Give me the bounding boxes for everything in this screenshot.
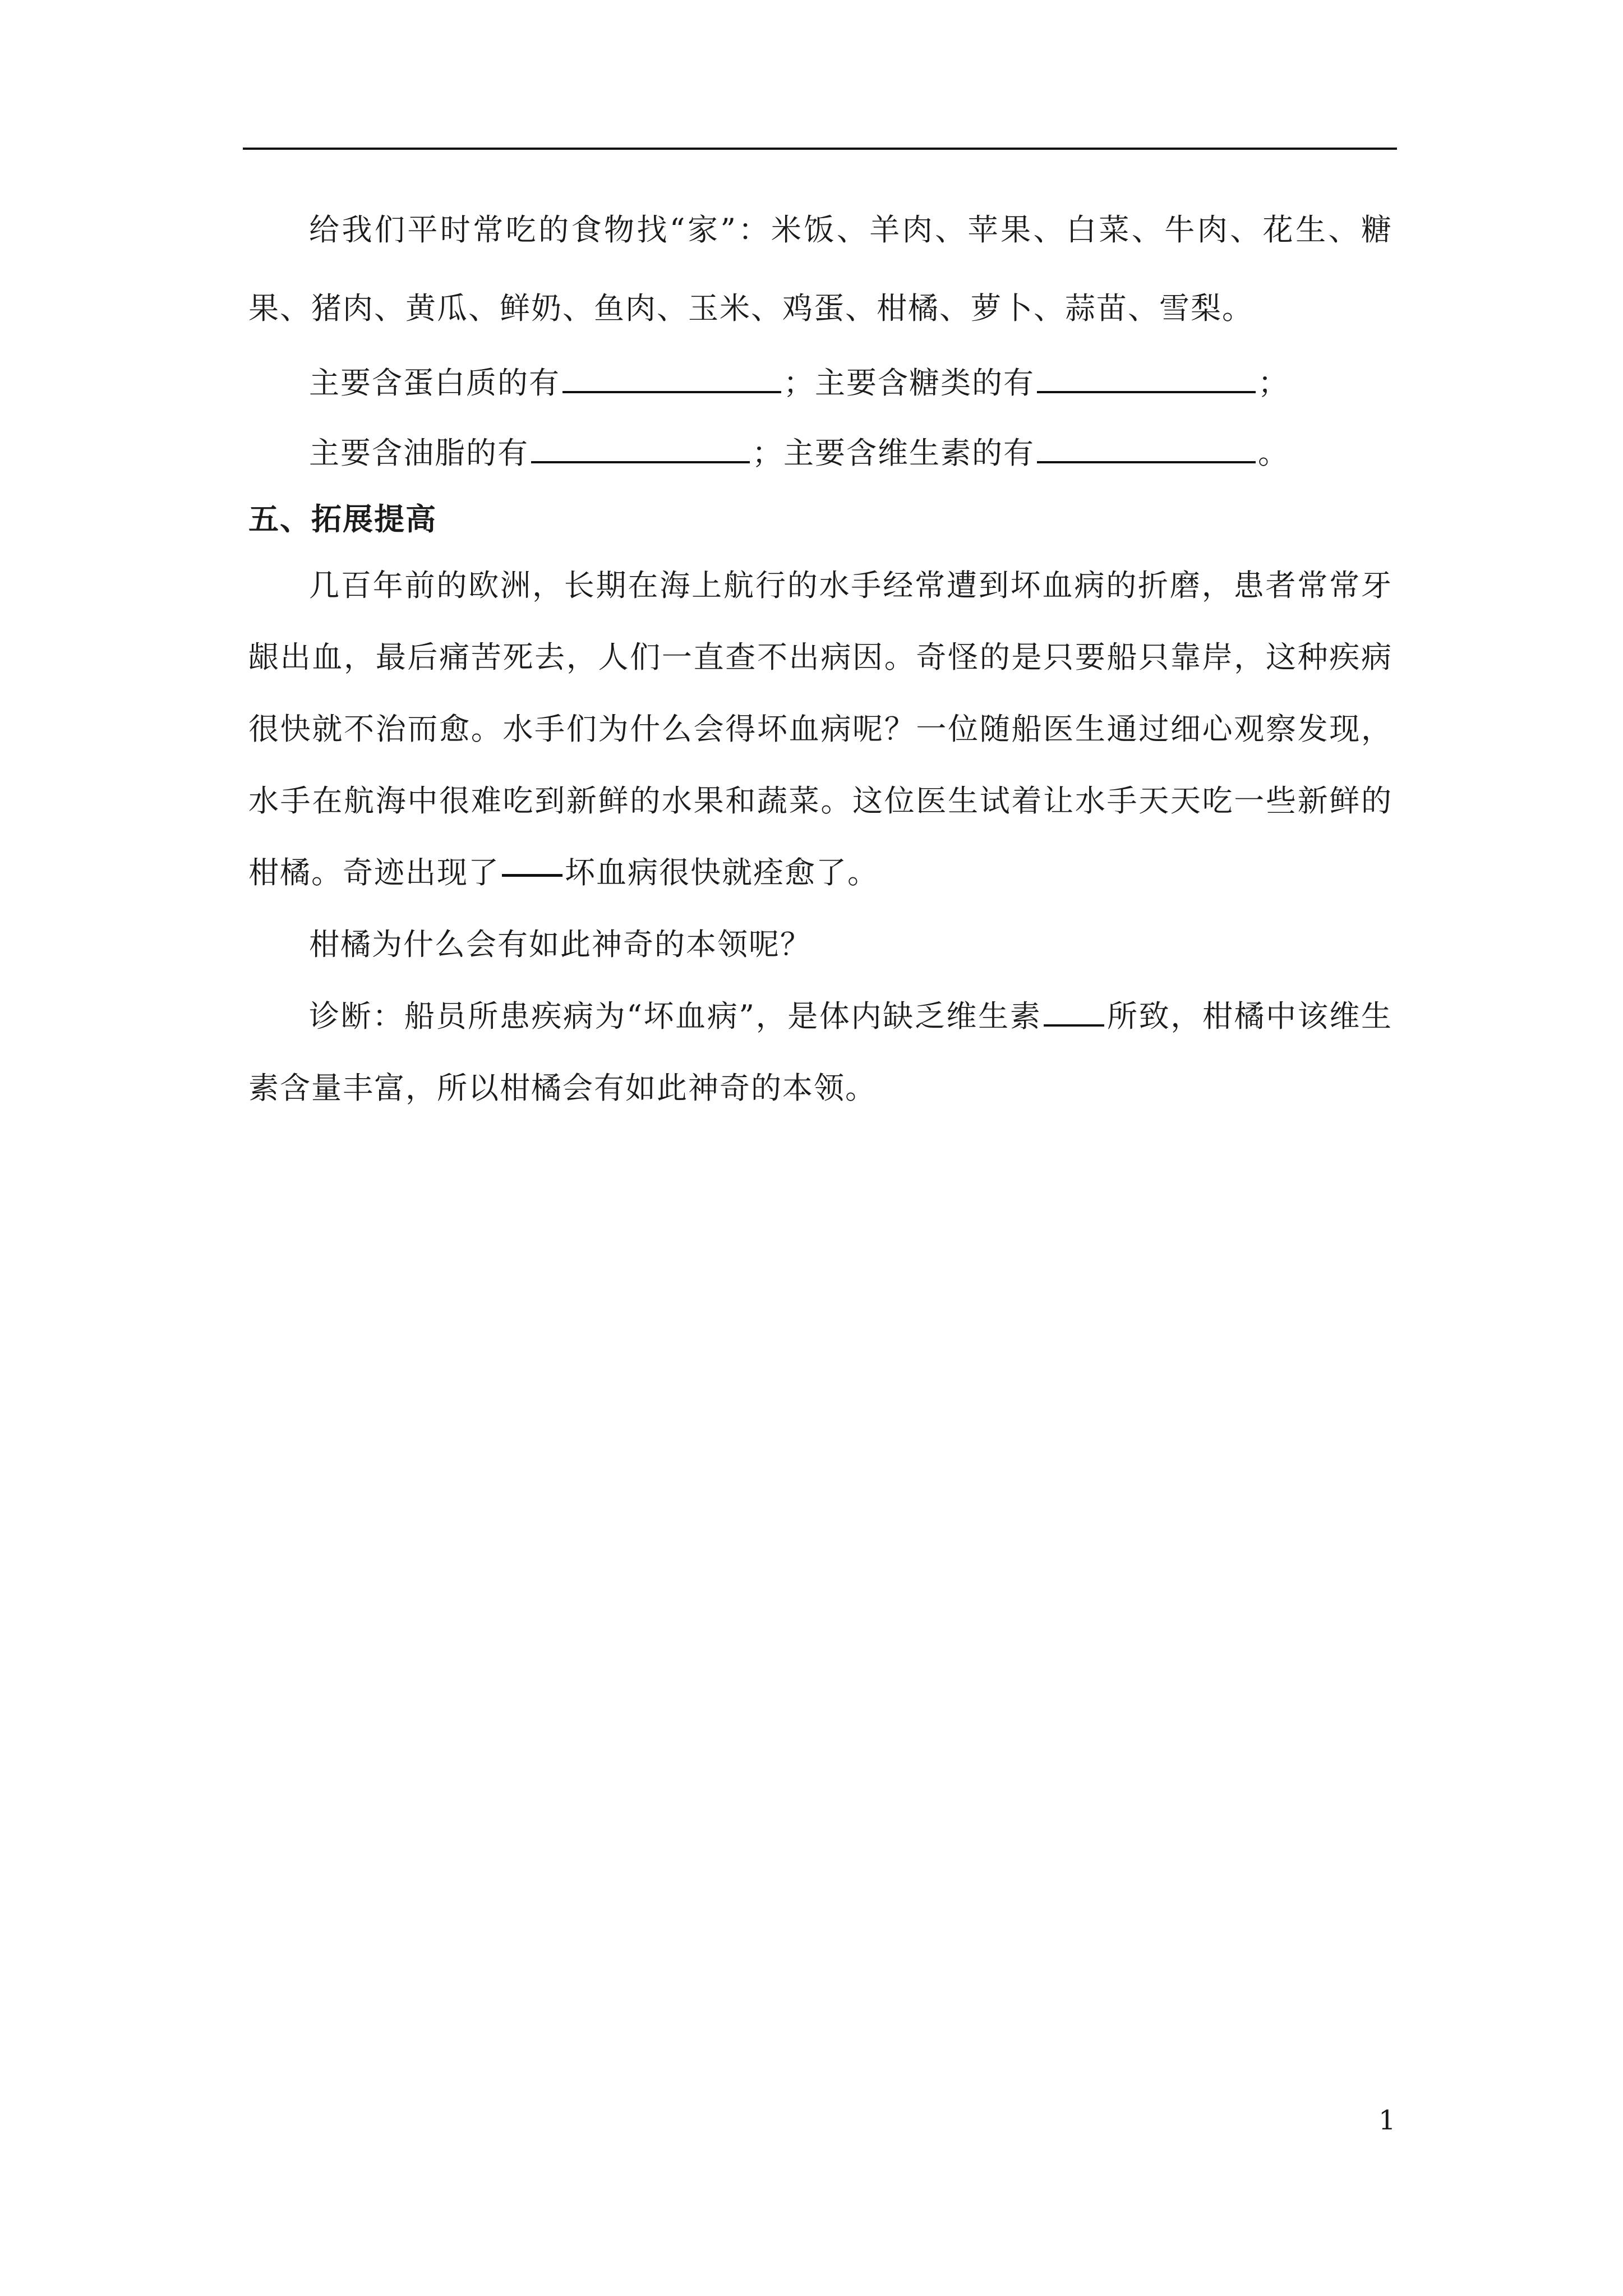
separator: ；: [752, 435, 783, 471]
document-body: [248, 191, 1393, 1124]
diagnosis-paragraph: [248, 981, 1393, 1124]
story-text-end: 坏血病很快就痊愈了。: [565, 855, 879, 890]
header-rule: [243, 148, 1397, 150]
fat-blank[interactable]: [531, 432, 750, 463]
intro-text: 给我们平时常吃的食物找“家”：米饭、羊肉、苹果、白菜、牛肉、花生、糖果、猪肉、黄瓜、鲜奶、鱼肉、玉米、鸡蛋、柑橘、萝卜、蒜苗、雪梨。: [248, 212, 1393, 326]
protein-blank[interactable]: [562, 362, 781, 393]
page-number: 1: [1378, 2105, 1396, 2136]
vitamin-label: 主要含维生素的有: [783, 435, 1035, 471]
question-paragraph: [248, 909, 1393, 981]
story-paragraph: [248, 550, 1393, 909]
question-text: 柑橘为什么会有如此神奇的本领呢？: [309, 927, 811, 962]
food-exercise-intro: [248, 191, 1393, 348]
sugar-label: 主要含糖类的有: [815, 365, 1035, 401]
em-dash: [502, 874, 562, 877]
fill-line-fat-vitamin: [248, 418, 1393, 488]
vitamin-blank[interactable]: [1037, 432, 1256, 463]
protein-label: 主要含蛋白质的有: [309, 365, 560, 401]
line-end: ；: [1258, 365, 1289, 401]
diagnosis-text: 诊断：船员所患疾病为“坏血病”，是体内缺乏维生素: [309, 999, 1042, 1034]
vitamin-type-blank[interactable]: [1044, 996, 1104, 1027]
separator: ；: [783, 365, 815, 401]
fill-line-protein-sugar: [248, 348, 1393, 418]
sugar-blank[interactable]: [1037, 362, 1256, 393]
section-heading: 五、拓展提高: [248, 501, 437, 537]
story-text: 几百年前的欧洲，长期在海上航行的水手经常遭到坏血病的折磨，患者常常牙龈出血，最后痛苦死去，人们一直查不出病因。奇怪的是只要船只靠岸，这种疾病很快就不治而愈。水手们为什么会得坏血病呢？一位随船医生通过细心观察发现，水手在航海中很难吃到新鲜的水果和蔬菜。这位医生试着让水手天天吃一些新鲜的柑橘。奇迹出现了: [248, 568, 1393, 890]
line-end: 。: [1258, 435, 1289, 471]
diagnosis-text-end: 所致，柑橘中该维生素含量丰富，所以柑橘会有如此神奇的本领。: [248, 999, 1393, 1106]
fat-label: 主要含油脂的有: [309, 435, 529, 471]
